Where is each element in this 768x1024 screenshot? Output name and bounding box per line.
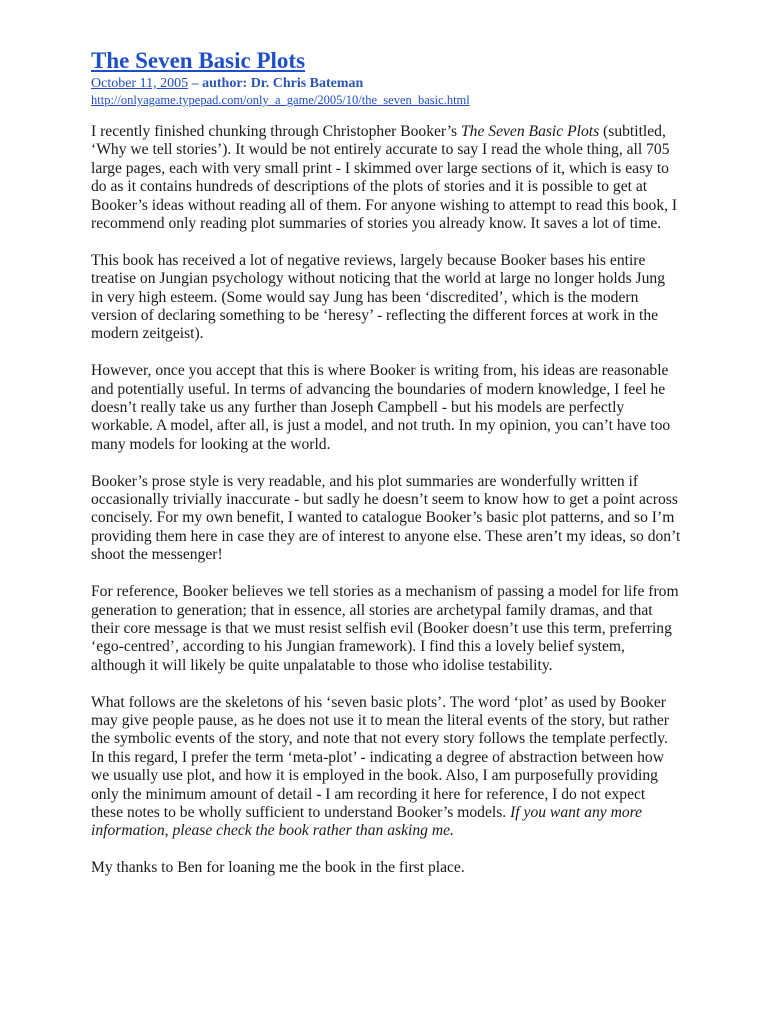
book-title-italic: The Seven Basic Plots xyxy=(461,123,600,140)
article-body xyxy=(91,123,681,878)
paragraph-4: Booker’s prose style is very readable, and his plot summaries are wonderfully written if occasionally trivially inaccurate - but sadly he doesn’t seem to know how to get a point across concisely. For my own benefit, I wanted to catalogue Booker’s basic plot patterns, and so I’m providing them here in case they are of interest to anyone else. These aren’t my ideas, so don’t shoot the messenger! xyxy=(91,472,681,564)
article-date-link[interactable]: October 11, 2005 xyxy=(91,76,189,91)
paragraph-7: My thanks to Ben for loaning me the book in the first place. xyxy=(91,859,465,877)
paragraph-5: For reference, Booker believes we tell stories as a mechanism of passing a model for life from generation to generation; that in essence, all stories are archetypal family dramas, and that their core message is that we must resist selfish evil (Booker doesn’t use this term, preferring ‘ego-centred’, according to his Jungian framework). I find this a lovely belief system, although it will likely be quite unpalatable to those who idolise testability. xyxy=(91,583,679,674)
paragraph-2: This book has received a lot of negative reviews, largely because Booker bases his entire treatise on Jungian psychology without noticing that the world at large no longer holds Jung in very high esteem. (Some would say Jung has been ‘discredited’, which is the modern version of declaring something to be ‘heresy’ - reflecting the different forces at work in the modern zeitgeist). xyxy=(91,251,665,343)
paragraph-6-text: What follows are the skeletons of his ‘seven basic plots’. The word ‘plot’ as used by Booker may give people pause, as he does not use it to mean the literal events of the story, but rather the symbolic events of the story, and note that not every story follows the template perfectly. In this regard, I prefer the term ‘meta-plot’ - indicating a degree of abstraction between how we usually use plot, and how it is employed in the book. Also, I am purposefully providing only the minimum amount of detail - I am recording it here for reference, I do not expect these notes to be wholly sufficient to understand Booker’s models. xyxy=(91,693,669,821)
article-author: author: Dr. Chris Bateman xyxy=(202,76,364,91)
paragraph-1 xyxy=(91,123,681,233)
paragraph-3: However, once you accept that this is where Booker is writing from, his ideas are reasonable and potentially useful. In terms of advancing the boundaries of modern knowledge, I feel he doesn’t really take us any further than Joseph Campbell - but his models are perfectly workable. A model, after all, is just a model, and not truth. In my opinion, you can’t have too many models for looking at the world. xyxy=(91,362,671,453)
article-title-link[interactable]: The Seven Basic Plots xyxy=(91,48,306,73)
article-meta xyxy=(91,75,681,92)
paragraph-6 xyxy=(91,694,681,841)
article-url-link[interactable]: http://onlyagame.typepad.com/only_a_game/2005/10/the_seven_basic.html xyxy=(91,93,470,107)
document-page xyxy=(91,47,681,896)
paragraph-1-text-b: (subtitled, ‘Why we tell stories’). It would be not entirely accurate to say I read the whole thing, all 705 large pages, each with very small print - I skimmed over large sections of it, which is easy to do as it contains hundreds of descriptions of the plots of stories and it is possible to get at Booker’s ideas without reading all of them. For anyone wishing to attempt to read this book, I recommend only reading plot summaries of stories you already know. It saves a lot of time. xyxy=(91,123,678,233)
paragraph-6-italic: If you want any more information, please check the book rather than asking me. xyxy=(91,803,643,840)
author-separator: – xyxy=(188,76,203,91)
paragraph-1-text-a: I recently finished chunking through Christopher Booker’s xyxy=(91,123,461,140)
